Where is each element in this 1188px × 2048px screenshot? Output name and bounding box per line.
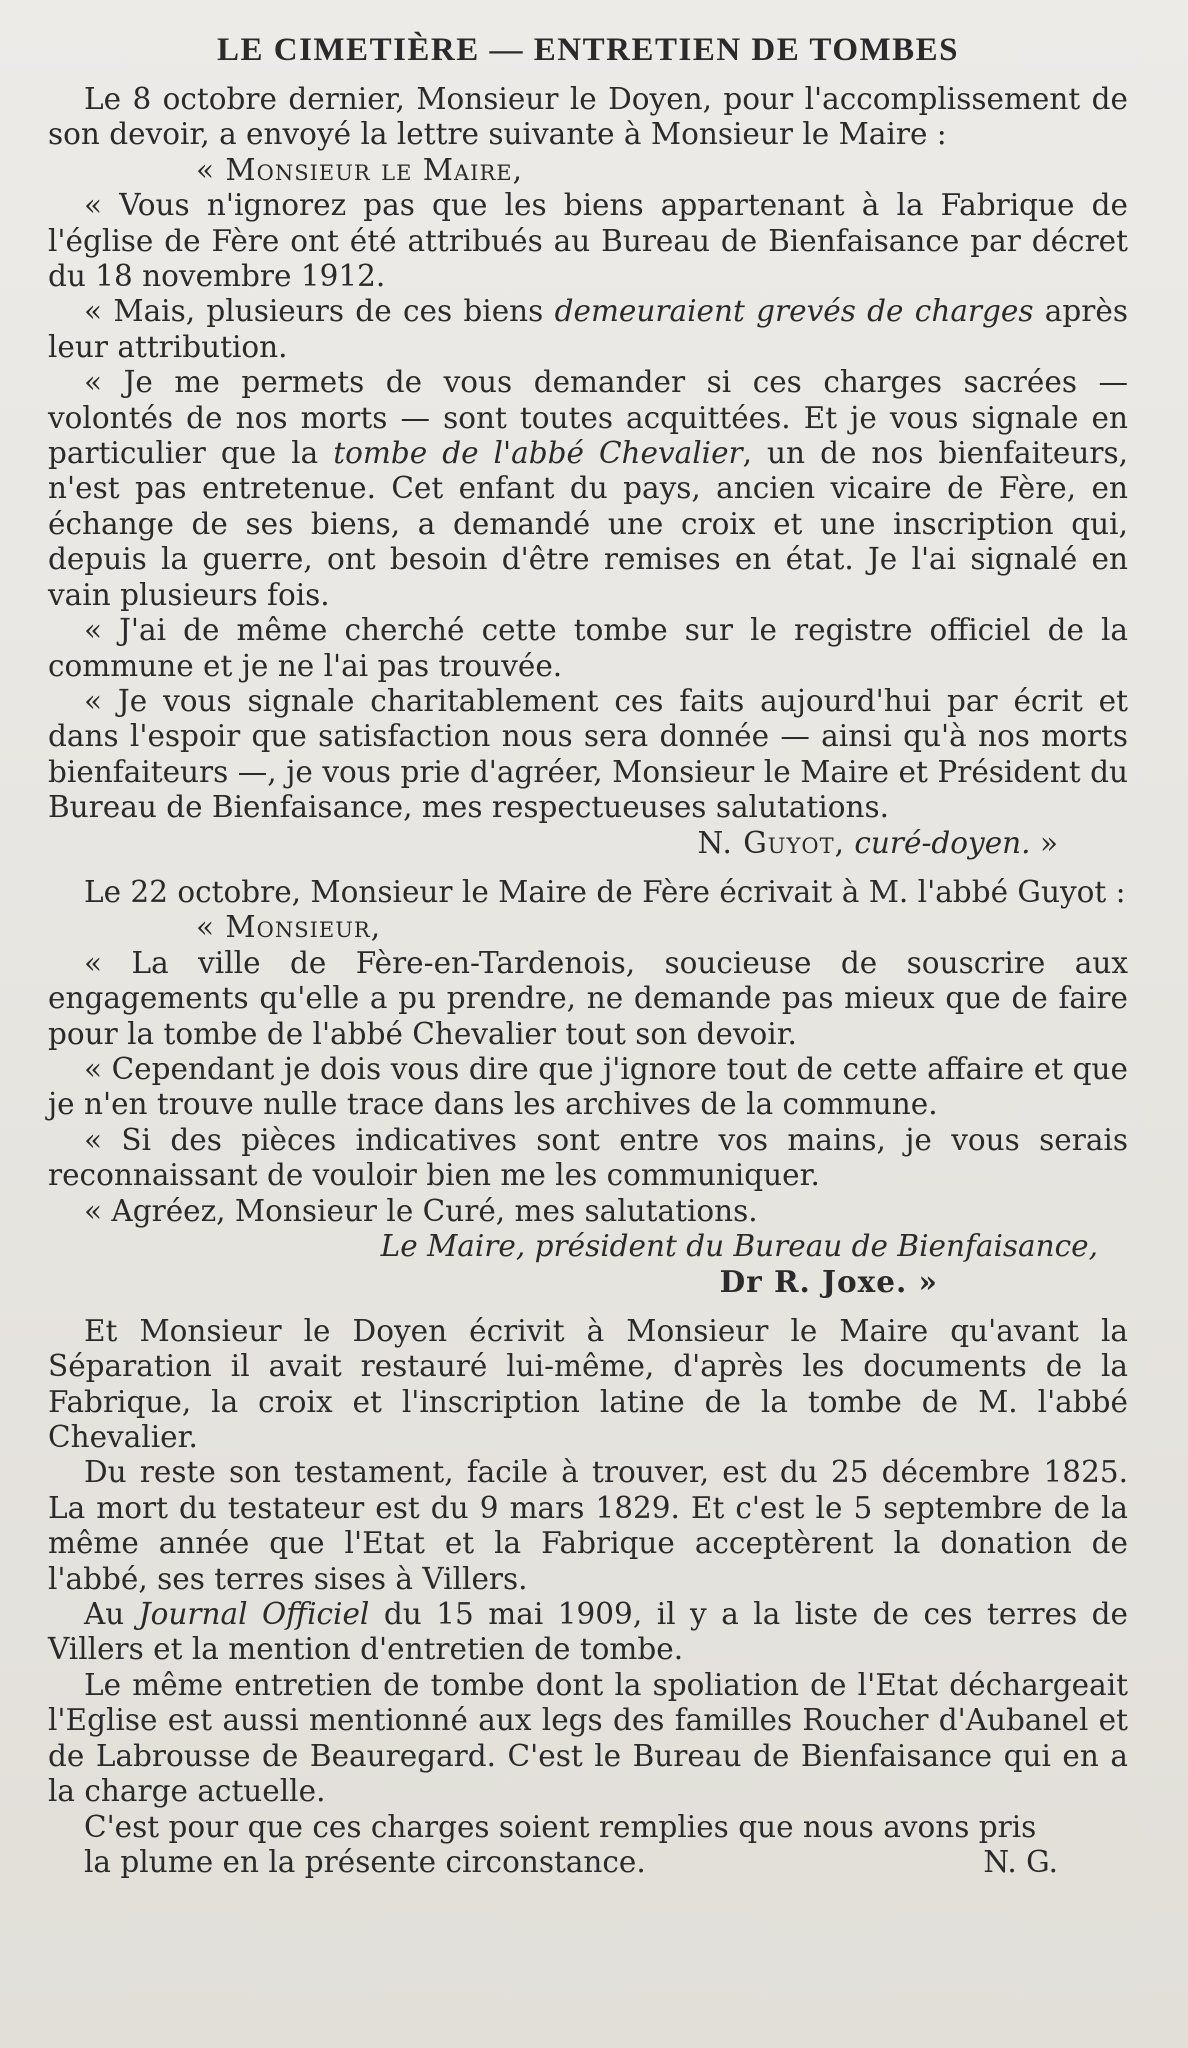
letter2-paragraph-1: « La ville de Fère-en-Tardenois, soucieuse de souscrire aux engagements qu'elle a pu prendre, ne demande pas mieux que de faire pour la tombe de l'abbé Chevalier tout son devoir. xyxy=(48,945,1128,1051)
letter1-paragraph-5: « Je vous signale charitablement ces faits aujourd'hui par écrit et dans l'espoir que satisfaction nous sera donnée — ainsi qu'à nos morts bienfaiteurs —, je vous prie d'agréer, Monsieur le Maire et Président du Bureau de Bienfaisance, mes respectueuses salutations. xyxy=(48,683,1128,825)
letter1-salutation: « Monsieur le Maire, xyxy=(196,152,523,187)
article xyxy=(48,30,1128,1880)
letter1-paragraph-4: « J'ai de même cherché cette tombe sur le registre officiel de la commune et je ne l'ai pas trouvée. xyxy=(48,613,1128,683)
signature-name: N. Guyot, xyxy=(697,825,845,860)
text-run: du 15 mai 1909, il y a la liste de ces terres de Villers et la mention d'entretien de tombe. xyxy=(48,1597,1128,1667)
intro-paragraph: Le 8 octobre dernier, Monsieur le Doyen, pour l'accomplissement de son devoir, a envoyé la lettre suivante à Monsieur le Maire : xyxy=(48,82,1128,152)
article-title: LE CIMETIÈRE — ENTRETIEN DE TOMBES xyxy=(216,32,960,68)
italic-run: Journal Officiel xyxy=(138,1597,370,1632)
final-paragraph-line-2 xyxy=(48,1845,1128,1880)
italic-run: tombe de l'abbé Chevalier xyxy=(333,436,743,471)
reply-paragraph: Et Monsieur le Doyen écrivit à Monsieur le Maire qu'avant la Séparation il avait restauré lui-même, d'après les documents de la Fabrique, la croix et l'inscription latine de la tombe de M. l'abbé Chevalier. xyxy=(48,1313,1128,1455)
text-run: , un de nos bienfaiteurs, n'est pas entretenue. Cet enfant du pays, ancien vicaire de Fère, en échange de ses biens, a demandé une croix et une inscription qui, depuis la guerre, ont besoin d'être remises en état. Je l'ai signalé en vain plusieurs fois. xyxy=(48,436,1128,612)
letter2-paragraph-2: « Cependant je dois vous dire que j'ignore tout de cette affaire et que je n'en trouve nulle trace dans les archives de la commune. xyxy=(48,1051,1128,1122)
text-run: « Mais, plusieurs de ces biens xyxy=(84,294,555,329)
spoliation-paragraph: Le même entretien de tombe dont la spoliation de l'Etat déchargeait l'Eglise est aussi mentionné aux legs des familles Roucher d'Aubanel et de Labrousse de Beauregard. C'est le Bureau de Bienfaisance qui en a la charge actuelle. xyxy=(48,1667,1128,1809)
text-run: après leur attribution. xyxy=(48,294,1128,364)
letter1-paragraph-3 xyxy=(48,365,1128,613)
text-run: Au xyxy=(84,1597,139,1632)
letter1-paragraph-2 xyxy=(48,294,1128,365)
signature-title: curé-doyen. xyxy=(854,825,1031,860)
author-initials: N. G. xyxy=(983,1844,1058,1879)
testament-paragraph: Du reste son testament, facile à trouver, est du 25 décembre 1825. La mort du testateur est du 9 mars 1829. Et c'est le 5 septembre de la même année que l'Etat et la Fabrique acceptèrent la donation de l'abbé, ses terres sises à Villers. xyxy=(48,1455,1128,1596)
letter2-signature-name: Dr R. Joxe. » xyxy=(719,1264,938,1300)
italic-run: demeuraient grevés de charges xyxy=(554,294,1034,329)
letter2-paragraph-3: « Si des pièces indicatives sont entre vos mains, je vous serais reconnaissant de vouloir bien me les communiquer. xyxy=(48,1122,1128,1193)
letter1-signature xyxy=(48,826,1128,861)
letter2-paragraph-4: « Agréez, Monsieur le Curé, mes salutations. xyxy=(84,1193,758,1228)
letter1-paragraph-1: « Vous n'ignorez pas que les biens appartenant à la Fabrique de l'église de Fère ont été attribués au Bureau de Bienfaisance par décret du 18 novembre 1912. xyxy=(48,188,1128,294)
final-text: la plume en la présente circonstance. xyxy=(84,1844,646,1879)
text-run: « Je me permets de vous demander si ces charges sacrées — volontés de nos morts — sont toutes acquittées. Et je vous signale en particulier que la xyxy=(48,365,1128,471)
closing-quote: » xyxy=(1030,825,1058,860)
letter2-salutation: « Monsieur, xyxy=(196,910,382,945)
mayor-intro-paragraph: Le 22 octobre, Monsieur le Maire de Fère écrivait à M. l'abbé Guyot : xyxy=(84,874,1126,909)
letter2-signature-title: Le Maire, président du Bureau de Bienfaisance, xyxy=(380,1229,1098,1263)
journal-paragraph xyxy=(48,1597,1128,1668)
final-paragraph-line-1: C'est pour que ces charges soient remplies que nous avons pris xyxy=(84,1809,1037,1844)
